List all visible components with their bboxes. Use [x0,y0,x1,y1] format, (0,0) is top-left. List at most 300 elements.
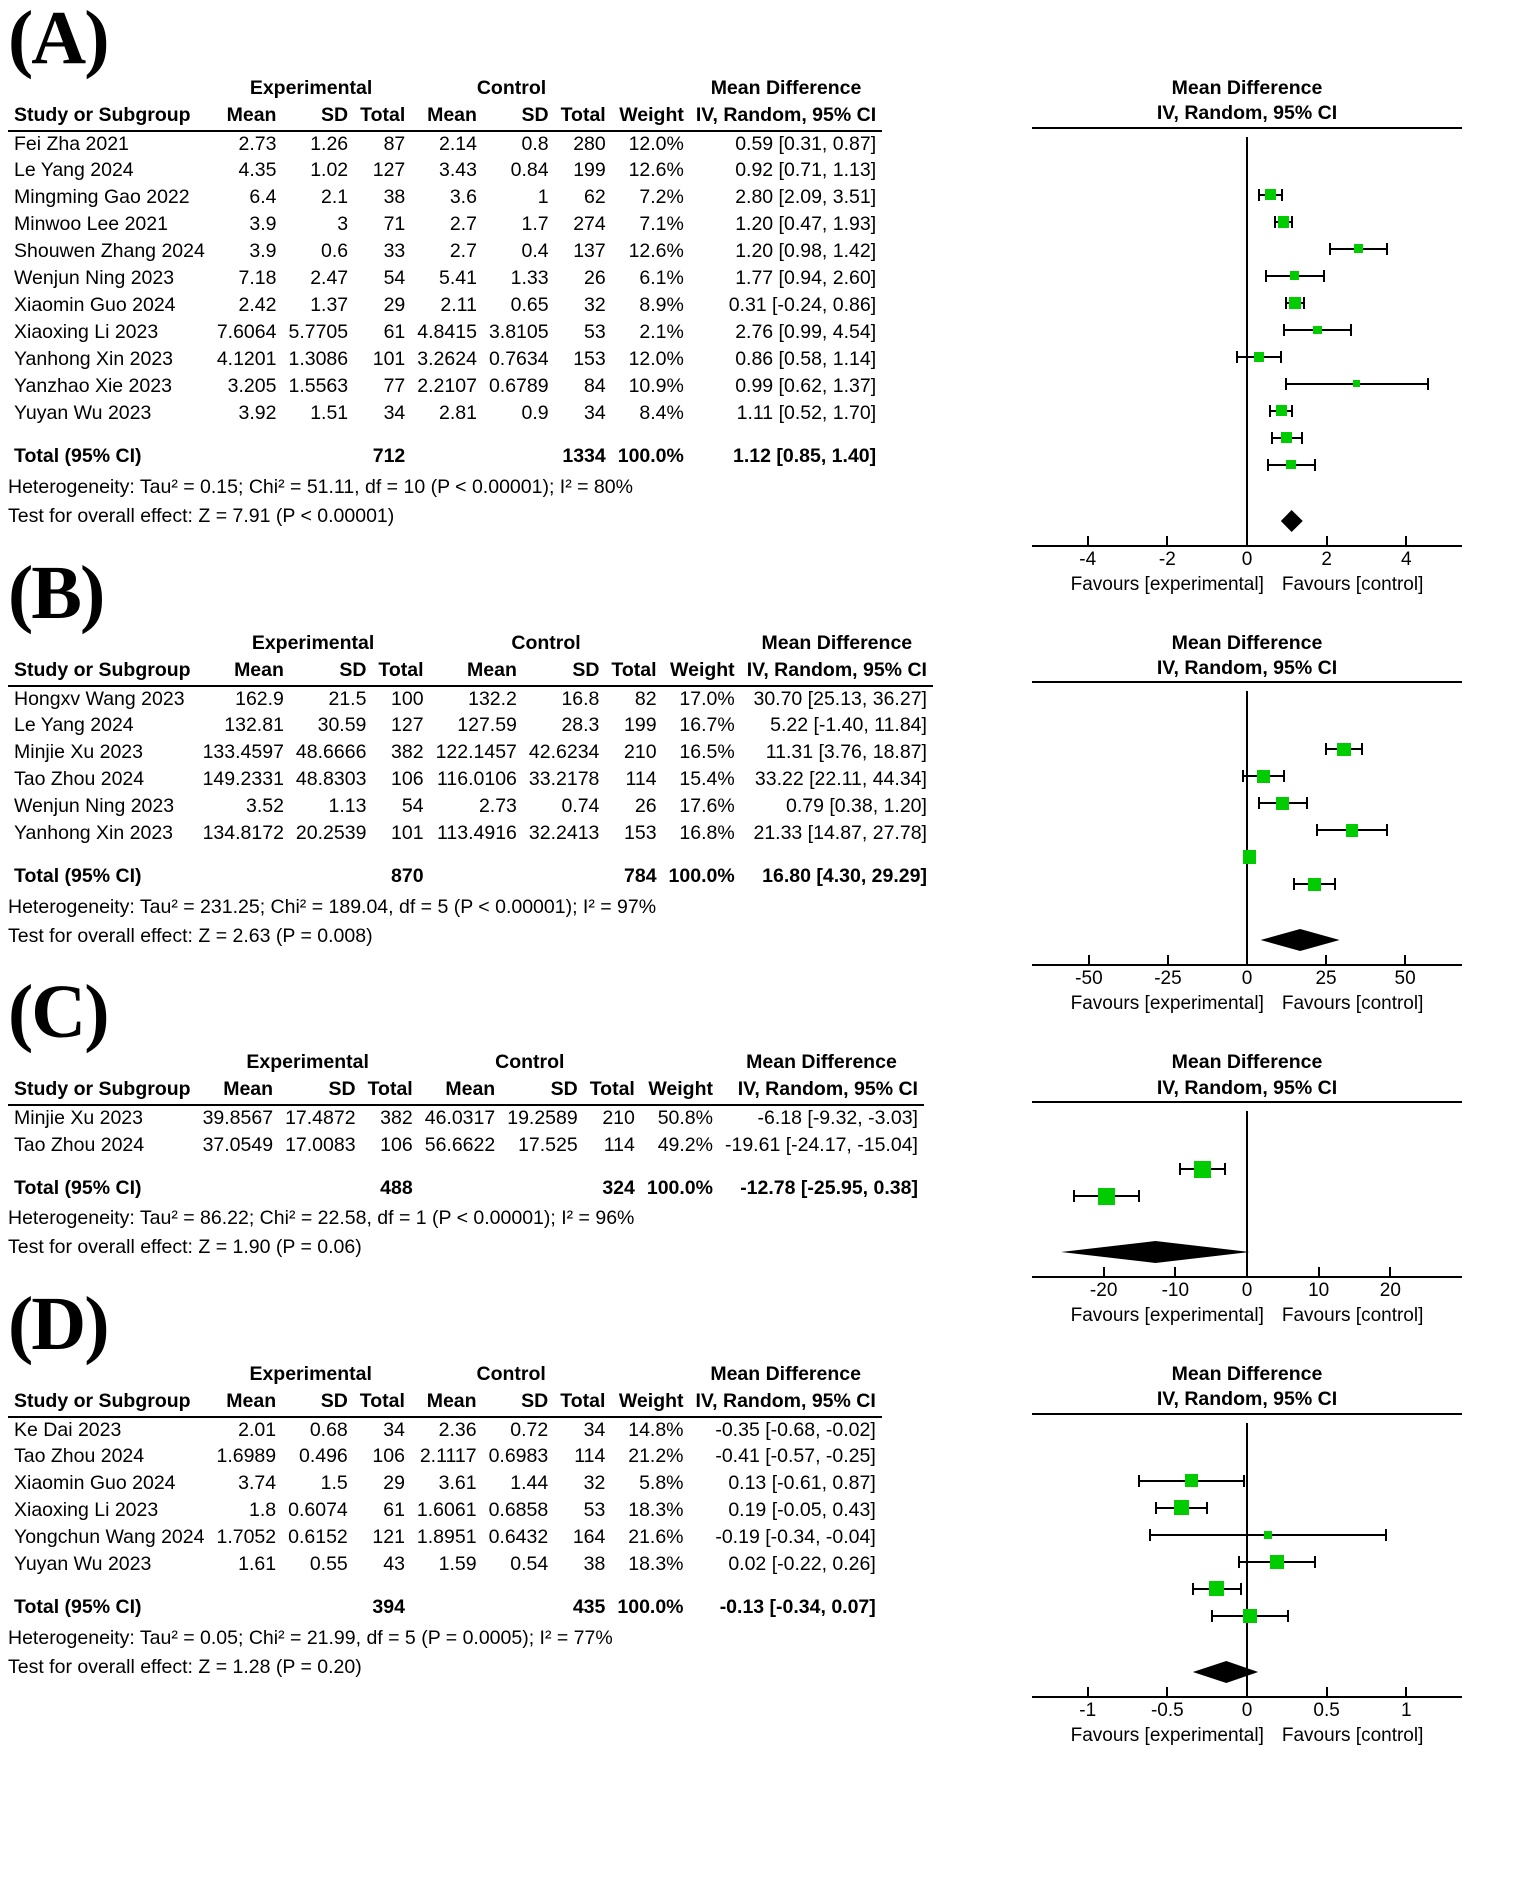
x-axis-tick [1326,536,1328,545]
panel-letter: (C) [8,970,108,1055]
table-row [8,158,882,185]
confidence-interval-cap [1287,1610,1289,1622]
row-ctl-total: 62 [584,186,606,209]
x-axis-tick [1166,536,1168,545]
forest-plot-canvas [1032,1103,1462,1327]
effect-estimate-marker [1281,432,1292,443]
x-axis-tick-label: 20 [1379,1280,1401,1302]
row-weight: 7.1% [639,213,684,236]
total-label: Total (95% CI) [14,1596,142,1619]
row-ctl-mean: 127.59 [457,714,517,737]
row-exp-total: 87 [383,132,406,155]
confidence-interval-cap [1206,1502,1208,1514]
favours-experimental-label: Favours [experimental] [1070,1724,1264,1746]
col-ctl-mean: Mean [411,103,483,131]
row-ctl-sd: 0.6789 [488,375,549,398]
row-study-label: Wenjun Ning 2023 [14,267,175,290]
row-exp-mean: 1.7052 [216,1526,277,1549]
pooled-effect-diamond [1032,510,1462,532]
total-weight: 100.0% [617,1596,684,1619]
row-exp-sd: 0.6 [321,240,349,263]
row-study-label: Le Yang 2024 [14,714,134,737]
row-exp-mean: 6.4 [249,186,277,209]
total-weight: 100.0% [617,445,684,468]
row-effect-ci: 0.19 [-0.05, 0.43] [728,1499,876,1522]
panel-table-area [0,76,1032,531]
row-effect-ci: 0.13 [-0.61, 0.87] [728,1472,876,1495]
row-exp-mean: 4.35 [238,159,277,182]
row-exp-mean: 1.8 [249,1499,277,1522]
x-axis-tick [1166,1687,1168,1696]
x-axis-tick-label: -0.5 [1150,1699,1184,1721]
row-ctl-mean: 132.2 [468,687,517,710]
forest-plot-title [1032,631,1462,684]
row-exp-sd: 5.7705 [288,321,349,344]
panel-plot-area [1032,1050,1462,1327]
row-exp-total: 54 [383,267,406,290]
total-weight: 100.0% [668,865,735,888]
x-axis-tick [1246,1687,1248,1696]
x-axis-tick-label: -1 [1079,1699,1097,1721]
forest-panel-d [0,1282,1535,1746]
x-axis-tick [1405,1687,1407,1696]
table-row [8,401,882,428]
row-ctl-sd: 3.8105 [488,321,549,344]
effect-estimate-marker [1276,405,1287,416]
pooled-effect-diamond [1032,1661,1462,1683]
row-ctl-mean: 2.1117 [419,1445,477,1468]
row-exp-mean: 132.81 [224,714,284,737]
heterogeneity-statistics: Heterogeneity: Tau² = 231.25; Chi² = 189.04, df = 5 (P < 0.00001); I² = 97% [8,895,657,918]
row-effect-ci: 2.80 [2.09, 3.51] [735,186,877,209]
group-header-effect: Mean Difference [746,1051,897,1074]
confidence-interval-cap [1314,1556,1316,1568]
row-exp-mean: 2.01 [238,1418,277,1441]
row-exp-sd: 0.6152 [288,1526,348,1549]
row-effect-ci: 21.33 [14.87, 27.78] [753,822,927,845]
total-weight: 100.0% [646,1176,713,1199]
group-header-experimental: Experimental [251,631,375,654]
confidence-interval-cap [1269,405,1271,417]
forest-plot-canvas [1032,683,1462,1015]
table-column-header-row [8,1077,924,1105]
row-exp-sd: 1.5563 [288,375,349,398]
x-axis-tick-label: 1 [1400,1699,1412,1721]
row-effect-ci: -0.19 [-0.34, -0.04] [715,1526,876,1549]
row-ctl-mean: 2.36 [438,1418,477,1441]
panel-letter: (D) [8,1282,108,1367]
col-study: Study or Subgroup [8,103,211,131]
row-effect-ci: -0.35 [-0.68, -0.02] [715,1418,876,1441]
x-axis-tick-label: 0 [1241,1280,1253,1302]
row-ctl-sd: 1.44 [510,1472,549,1495]
heterogeneity-statistics: Heterogeneity: Tau² = 0.05; Chi² = 21.99, df = 5 (P = 0.0005); I² = 77% [8,1626,613,1649]
col-exp-sd: SD [282,103,354,131]
row-exp-total: 54 [401,795,424,818]
forest-plot-title-line2: IV, Random, 95% CI [1032,101,1462,128]
row-exp-mean: 1.6989 [216,1445,277,1468]
row-weight: 10.9% [628,375,684,398]
col-ctl-total: Total [554,1389,611,1417]
row-ctl-mean: 56.6622 [424,1133,496,1156]
row-weight: 2.1% [639,321,684,344]
panel-letter: (B) [8,550,104,635]
row-study-label: Minjie Xu 2023 [14,741,143,764]
row-ctl-total: 26 [634,795,657,818]
row-ctl-sd: 0.8 [521,132,549,155]
effect-estimate-marker [1098,1188,1115,1205]
x-axis-tick-label: -20 [1089,1280,1118,1302]
row-study-label: Minjie Xu 2023 [14,1107,143,1130]
row-exp-total: 382 [391,741,424,764]
row-ctl-total: 53 [584,321,606,344]
row-exp-sd: 0.55 [309,1553,348,1576]
row-weight: 21.2% [628,1445,684,1468]
table-column-header-row [8,1389,882,1417]
pooled-effect-diamond [1032,929,1462,951]
row-ctl-mean: 2.73 [478,795,517,818]
confidence-interval-cap [1316,824,1318,836]
panel-table-area [0,1050,1032,1262]
row-study-label: Ke Dai 2023 [14,1418,122,1441]
confidence-interval-cap [1306,797,1308,809]
row-weight: 6.1% [639,267,684,290]
col-weight: Weight [641,1077,719,1105]
favours-labels [1032,1725,1462,1747]
col-exp-sd: SD [279,1077,362,1105]
row-ctl-total: 114 [603,1133,635,1156]
total-ctl-total: 784 [624,865,657,888]
row-ctl-mean: 116.0106 [437,768,517,791]
col-ctl-sd: SD [501,1077,584,1105]
row-exp-total: 61 [383,1499,405,1522]
effect-estimate-marker [1243,850,1257,864]
row-exp-total: 61 [383,321,406,344]
x-axis-tick [1404,955,1406,964]
confidence-interval-cap [1265,270,1267,282]
confidence-interval-cap [1385,1529,1387,1541]
effect-estimate-marker [1209,1581,1224,1596]
col-ctl-mean: Mean [430,658,523,686]
group-header-experimental: Experimental [249,77,373,99]
favours-control-label: Favours [control] [1281,993,1424,1015]
favours-control-label: Favours [control] [1281,1305,1424,1327]
row-exp-mean: 3.92 [238,402,277,425]
row-weight: 7.2% [639,186,684,209]
col-ctl-sd: SD [523,658,606,686]
row-ctl-total: 26 [584,267,606,290]
table-row [8,212,882,239]
row-ctl-sd: 0.7634 [488,348,549,371]
row-weight: 16.8% [679,822,735,845]
row-exp-sd: 20.2539 [295,822,367,845]
row-ctl-total: 84 [584,375,606,398]
col-exp-mean: Mean [197,658,290,686]
group-header-control: Control [476,1363,546,1386]
effect-estimate-marker [1289,297,1301,309]
row-ctl-total: 199 [573,159,606,182]
table-row [8,740,933,767]
row-effect-ci: 0.86 [0.58, 1.14] [735,348,877,371]
row-weight: 12.6% [628,240,684,263]
row-ctl-sd: 0.54 [510,1553,549,1576]
x-axis-tick-label: 10 [1308,1280,1330,1302]
col-ctl-mean: Mean [419,1077,502,1105]
confidence-interval-cap [1243,1475,1245,1487]
effect-estimate-marker [1264,1531,1272,1539]
row-ctl-total: 274 [573,213,606,236]
row-exp-mean: 4.1201 [216,348,277,371]
favours-experimental-label: Favours [experimental] [1070,573,1264,595]
forest-plot-title [1032,1362,1462,1415]
effect-estimate-marker [1337,743,1351,757]
row-exp-sd: 1.02 [310,159,349,182]
x-axis-tick [1325,955,1327,964]
row-exp-sd: 1.26 [310,132,349,155]
col-exp-total: Total [354,1389,411,1417]
row-exp-mean: 3.52 [245,795,284,818]
row-exp-mean: 3.9 [249,213,277,236]
row-exp-total: 43 [383,1553,405,1576]
forest-plot-title-line1: Mean Difference [1171,1051,1323,1074]
row-ctl-sd: 1.33 [510,267,549,290]
x-axis-tick [1326,1687,1328,1696]
row-ctl-total: 199 [624,714,657,737]
row-study-label: Minwoo Lee 2021 [14,213,168,236]
row-ctl-total: 210 [602,1107,635,1130]
confidence-interval-cap [1427,378,1429,390]
x-axis-tick [1167,955,1169,964]
overall-effect-test: Test for overall effect: Z = 1.90 (P = 0.06) [8,1236,362,1259]
row-weight: 16.5% [679,741,735,764]
table-row [8,1132,924,1159]
x-axis-tick [1174,1267,1176,1276]
heterogeneity-statistics: Heterogeneity: Tau² = 86.22; Chi² = 22.58, df = 1 (P < 0.00001); I² = 96% [8,1207,635,1230]
row-exp-sd: 3 [337,213,349,236]
confidence-interval-cap [1192,1583,1194,1595]
confidence-interval-cap [1350,324,1352,336]
row-ctl-total: 32 [584,294,606,317]
table-spacer-row [8,1159,924,1175]
table-total-row [8,864,933,891]
row-ctl-total: 114 [625,768,657,791]
row-ctl-mean: 1.59 [438,1553,477,1576]
col-effect-ci: IV, Random, 95% CI [690,103,882,131]
row-weight: 49.2% [657,1133,713,1156]
col-exp-mean: Mean [210,1389,282,1417]
row-study-label: Fei Zha 2021 [14,132,129,155]
row-study-label: Hongxv Wang 2023 [14,687,185,710]
col-ctl-total: Total [555,103,612,131]
row-ctl-mean: 2.2107 [417,375,477,398]
group-header-control: Control [495,1051,565,1074]
effect-estimate-marker [1278,216,1290,228]
x-axis-tick-label: 0 [1241,968,1253,990]
effect-estimate-marker [1265,189,1276,200]
row-study-label: Mingming Gao 2022 [14,186,190,209]
row-ctl-sd: 17.525 [518,1133,578,1156]
row-ctl-sd: 1.7 [521,213,549,236]
row-ctl-total: 32 [583,1472,606,1495]
row-ctl-sd: 0.72 [510,1418,549,1441]
table-row [8,1498,882,1525]
x-axis-tick [1246,1267,1248,1276]
row-exp-mean: 39.8567 [202,1107,274,1130]
row-effect-ci: 0.31 [-0.24, 0.86] [728,294,877,317]
effect-estimate-marker [1346,824,1359,837]
confidence-interval-cap [1267,459,1269,471]
row-ctl-total: 82 [634,687,657,710]
total-effect-ci: -0.13 [-0.34, 0.07] [719,1596,876,1619]
row-study-label: Shouwen Zhang 2024 [14,240,205,263]
table-row [8,1444,882,1471]
row-ctl-sd: 0.6432 [488,1526,549,1549]
row-exp-sd: 17.4872 [285,1107,356,1130]
confidence-interval-cap [1283,770,1285,782]
row-ctl-mean: 3.43 [438,159,477,182]
x-axis-line [1032,1276,1462,1278]
row-ctl-total: 34 [583,1418,606,1441]
panel-plot-area [1032,631,1462,1015]
effect-estimate-marker [1286,460,1296,470]
row-ctl-mean: 2.7 [449,213,477,236]
confidence-interval-cap [1325,743,1327,755]
row-effect-ci: -0.41 [-0.57, -0.25] [715,1445,876,1468]
group-header-effect: Mean Difference [761,631,913,654]
confidence-interval-cap [1211,1610,1213,1622]
row-exp-sd: 1.5 [320,1472,348,1495]
meta-analysis-table [8,76,882,471]
confidence-interval-cap [1149,1529,1151,1541]
row-effect-ci: 1.20 [0.47, 1.93] [735,213,877,236]
row-exp-mean: 149.2331 [202,768,284,791]
confidence-interval-cap [1361,743,1363,755]
null-effect-line [1246,1423,1248,1696]
row-ctl-sd: 0.74 [561,795,600,818]
row-exp-total: 38 [383,186,406,209]
row-exp-sd: 1.13 [328,795,367,818]
table-row [8,347,882,374]
row-ctl-sd: 42.6234 [528,741,600,764]
x-axis-tick [1103,1267,1105,1276]
effect-estimate-marker [1353,380,1360,387]
x-axis-tick [1318,1267,1320,1276]
forest-plot-title-line2: IV, Random, 95% CI [1032,1076,1462,1103]
x-axis-tick-label: 4 [1400,548,1412,570]
row-exp-total: 106 [372,1445,405,1468]
row-study-label: Yanhong Xin 2023 [14,822,174,845]
row-exp-mean: 134.8172 [202,822,284,845]
row-exp-total: 100 [391,687,424,710]
total-effect-ci: 16.80 [4.30, 29.29] [762,865,927,888]
row-ctl-total: 38 [583,1553,606,1576]
confidence-interval-cap [1274,216,1276,228]
effect-estimate-marker [1270,1555,1284,1569]
row-exp-mean: 2.73 [238,132,277,155]
col-exp-mean: Mean [197,1077,280,1105]
confidence-interval-cap [1281,189,1283,201]
row-exp-total: 77 [383,375,406,398]
row-ctl-total: 114 [574,1445,606,1468]
table-row [8,713,933,740]
table-total-row [8,1595,882,1622]
row-exp-sd: 48.6666 [295,741,367,764]
meta-analysis-table [8,1362,882,1622]
table-row [8,794,933,821]
table-group-header-row [8,1362,882,1389]
group-header-effect: Mean Difference [710,77,862,99]
row-ctl-sd: 1 [537,186,549,209]
total-exp-total: 870 [391,865,424,888]
null-effect-line [1246,137,1248,545]
row-ctl-mean: 2.14 [438,132,477,155]
total-effect-ci: 1.12 [0.85, 1.40] [733,445,877,468]
table-row [8,821,933,848]
row-study-label: Yuyan Wu 2023 [14,1553,152,1576]
row-exp-total: 101 [391,822,424,845]
confidence-interval-cap [1303,297,1305,309]
heterogeneity-statistics: Heterogeneity: Tau² = 0.15; Chi² = 51.11, df = 10 (P < 0.00001); I² = 80% [8,475,633,498]
confidence-interval-cap [1271,432,1273,444]
row-effect-ci: 0.59 [0.31, 0.87] [735,132,877,155]
x-axis-tick [1087,1687,1089,1696]
table-row [8,239,882,266]
row-study-label: Xiaomin Guo 2024 [14,1472,176,1495]
row-exp-sd: 48.8303 [295,768,367,791]
col-exp-mean: Mean [211,103,283,131]
meta-analysis-table [8,631,933,891]
effect-estimate-marker [1308,878,1322,892]
row-ctl-mean: 2.81 [438,402,477,425]
row-effect-ci: 2.76 [0.99, 4.54] [735,321,877,344]
forest-plot-title-line1: Mean Difference [1171,77,1323,99]
effect-estimate-marker [1290,271,1299,280]
total-ctl-total: 435 [572,1596,606,1619]
effect-estimate-marker [1254,352,1264,362]
row-effect-ci: 11.31 [3.76, 18.87] [765,741,927,764]
confidence-interval-cap [1329,243,1331,255]
row-exp-total: 29 [383,1472,405,1495]
row-ctl-mean: 3.61 [438,1472,477,1495]
row-ctl-mean: 3.6 [449,186,477,209]
forest-plot-title-line2: IV, Random, 95% CI [1032,1387,1462,1414]
row-exp-sd: 1.37 [310,294,349,317]
x-axis-line [1032,964,1462,966]
confidence-interval-cap [1224,1163,1226,1175]
row-ctl-total: 153 [624,822,657,845]
panel-letter: (A) [8,0,108,80]
col-weight: Weight [611,1389,689,1417]
row-study-label: Wenjun Ning 2023 [14,795,175,818]
table-spacer-row [8,428,882,444]
x-axis-tick-label: -4 [1079,548,1097,570]
x-axis-tick [1405,536,1407,545]
row-exp-mean: 1.61 [238,1553,277,1576]
row-weight: 17.0% [679,687,735,710]
group-header-control: Control [511,631,581,654]
null-effect-line [1246,691,1248,964]
row-exp-sd: 0.496 [298,1445,348,1468]
row-effect-ci: 5.22 [-1.40, 11.84] [770,714,927,737]
row-ctl-sd: 0.6858 [488,1499,549,1522]
confidence-interval-cap [1301,432,1303,444]
confidence-interval-cap [1236,351,1238,363]
row-study-label: Xiaoxing Li 2023 [14,1499,159,1522]
confidence-interval-cap [1240,1583,1242,1595]
row-ctl-sd: 0.84 [510,159,549,182]
x-axis-tick [1389,1267,1391,1276]
row-effect-ci: 0.02 [-0.22, 0.26] [728,1553,876,1576]
